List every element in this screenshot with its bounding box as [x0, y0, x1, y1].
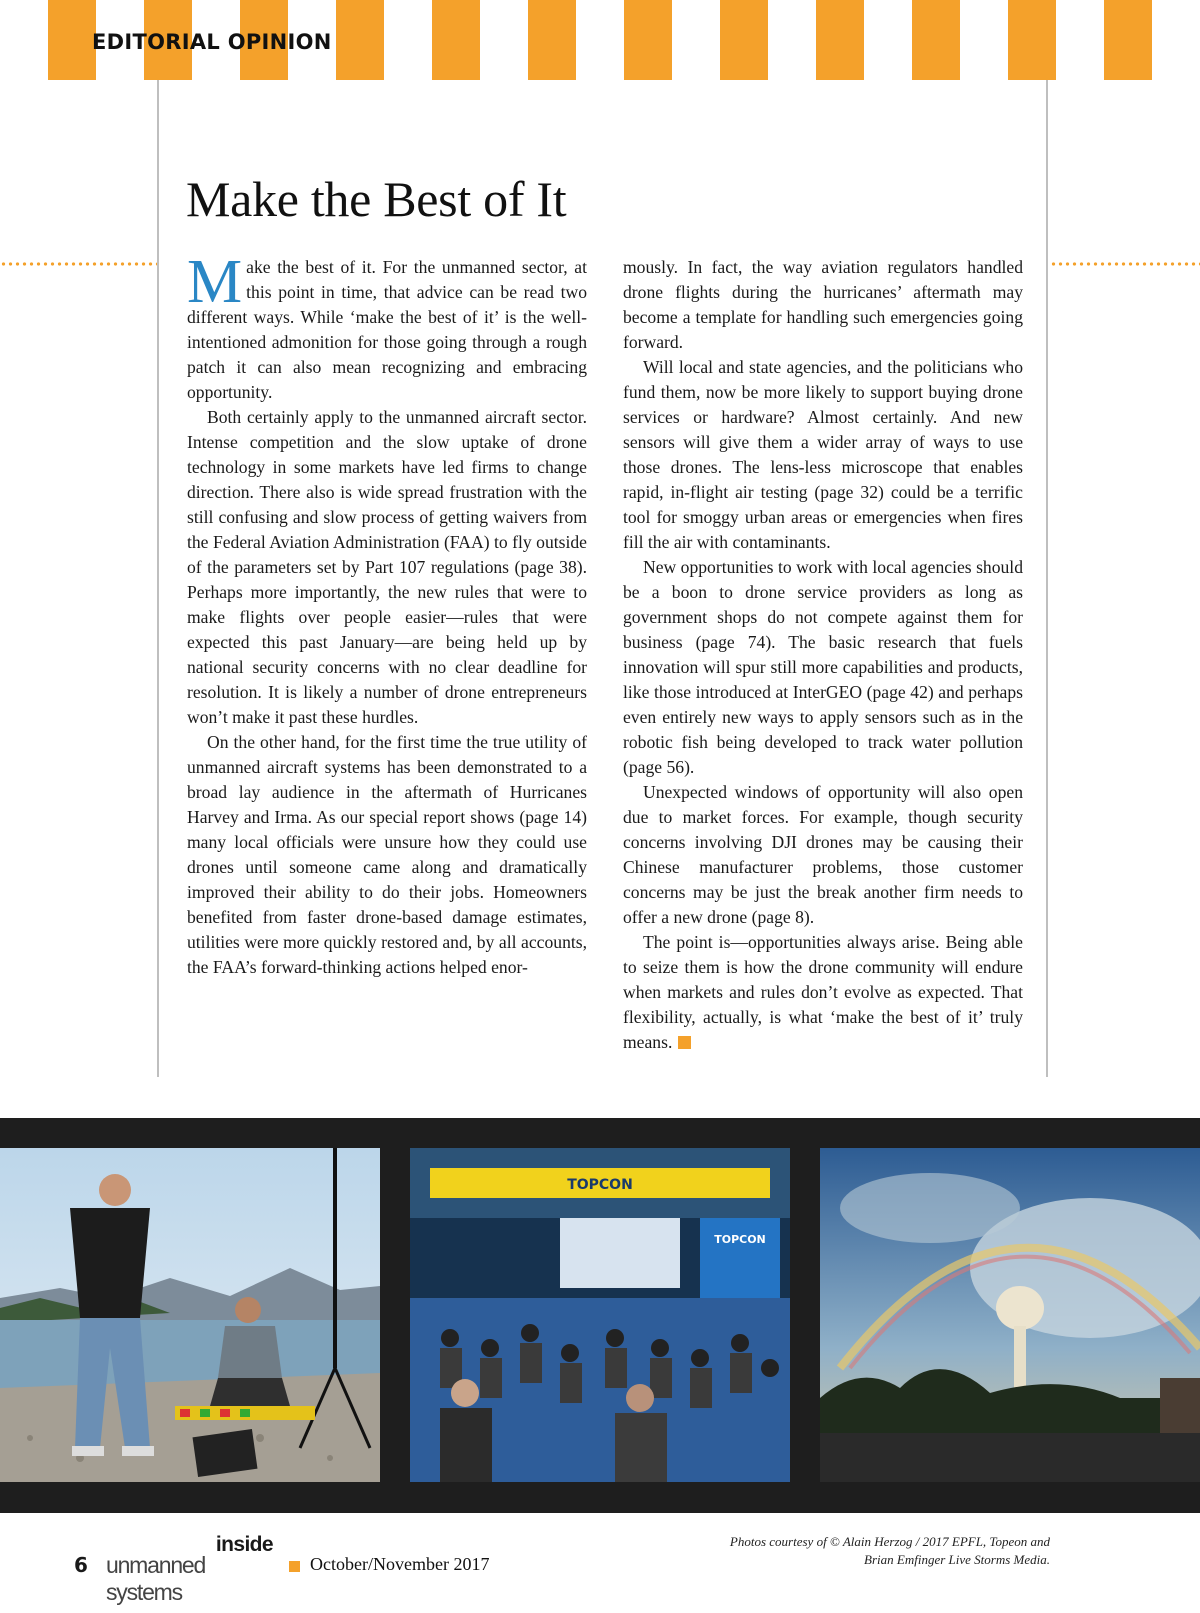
photo-credits — [620, 1533, 1050, 1569]
photo-rainbow-water-tower — [820, 1148, 1200, 1482]
frame-line-right — [1046, 80, 1048, 1077]
article-column-1 — [187, 248, 587, 980]
separator-square-icon — [289, 1561, 300, 1572]
dotted-rule-left — [0, 262, 157, 266]
frame-line-left — [157, 80, 159, 1077]
paragraph: Unexpected windows of opportunity will also open due to market forces. For example, though security concerns involving DJI drones may be causing their Chinese manufacturer problems, those customer concerns may be just the break another firm needs to offer a new drone (page 8). — [623, 782, 1023, 927]
dotted-rule-right — [1050, 262, 1200, 266]
logo-top-word: inside — [215, 1533, 273, 1556]
publication-logo — [106, 1533, 281, 1605]
section-label: EDITORIAL OPINION — [92, 30, 332, 54]
issue-date: October/November 2017 — [310, 1554, 490, 1574]
footer — [0, 1513, 1200, 1613]
paragraph: Both certainly apply to the unmanned aircraft sector. Intense competition and the slow uptake of drone technology in some markets have led firms to change direction. There also is wide spread frustration with the still confusing and slow process of getting waivers from the Federal Aviation Administration (FAA) to fly outside of the parameters set by Part 107 regulations (page 38). Perhaps more importantly, the new rules that were to make flights over people easier—rules that were expected this past January—are being held up by national security concerns with no clear deadline for resolution. It is likely a number of drone entrepreneurs won’t make it past these hurdles. — [187, 407, 587, 727]
paragraph — [623, 930, 1023, 1055]
page-number: 6 — [74, 1553, 88, 1577]
credit-line: Brian Emfinger Live Storms Media. — [864, 1552, 1050, 1567]
paragraph: Will local and state agencies, and the politicians who fund them, now be more likely to support buying drone services or hardware? Almost certainly. And new sensors will give them a wider array of ways to use those drones. The lens-less microscope that enables rapid, in-flight air testing (page 32) could be a terrific tool for smoggy urban areas or emergencies when fires fill the air with contaminants. — [623, 357, 1023, 552]
paragraph — [187, 248, 587, 405]
photo-intergeo-booth — [410, 1148, 790, 1482]
end-mark-icon — [678, 1036, 691, 1049]
paragraph-text: The point is—opportunities always arise. Being able to seize them is how the drone community will endure when markets and rules don’t evolve as expected. That flexibility, actually, is what ‘make the best of it’ truly means. — [623, 932, 1023, 1052]
photo-band — [0, 1118, 1200, 1513]
booth-sign: TOPCON — [567, 1177, 633, 1193]
paragraph: mously. In fact, the way aviation regulators handled drone flights during the hurricanes’ aftermath may become a template for handling such emergencies going forward. — [623, 257, 1023, 352]
article-title: Make the Best of It — [186, 171, 567, 227]
paragraph-text: ake the best of it. For the unmanned sector, at this point in time, that advice can be read two different ways. While ‘make the best of it’ is the well-intentioned admonition for those going through a rough patch it can also mean recognizing and embracing opportunity. — [187, 257, 587, 402]
paragraph: On the other hand, for the first time the true utility of unmanned aircraft systems has been demonstrated to a broad lay audience in the aftermath of Hurricanes Harvey and Irma. As our special report shows (page 14) many local officials were unsure how they could use drones until someone came along and dramatically improved their ability to do their jobs. Homeowners benefited from faster drone-based damage estimates, utilities were more quickly restored and, by all accounts, the FAA’s forward-thinking actions helped enor- — [187, 732, 587, 977]
dropcap: M — [187, 248, 243, 316]
logo-bottom-words: unmanned systems — [106, 1552, 206, 1605]
booth-sign: TOPCON — [714, 1233, 766, 1246]
photo-lake-drone-test — [0, 1148, 380, 1482]
article-column-2 — [623, 255, 1023, 1055]
credit-line: Photos courtesy of © Alain Herzog / 2017 EPFL, Topeon and — [729, 1534, 1050, 1549]
paragraph: New opportunities to work with local agencies should be a boon to drone service providers as long as government shops do not compete against them for business (page 74). The basic research that fuels innovation will spur still more capabilities and products, like those introduced at InterGEO (page 42) and perhaps even entirely new ways to apply sensors such as in the robotic fish being developed to track water pollution (page 56). — [623, 557, 1023, 777]
